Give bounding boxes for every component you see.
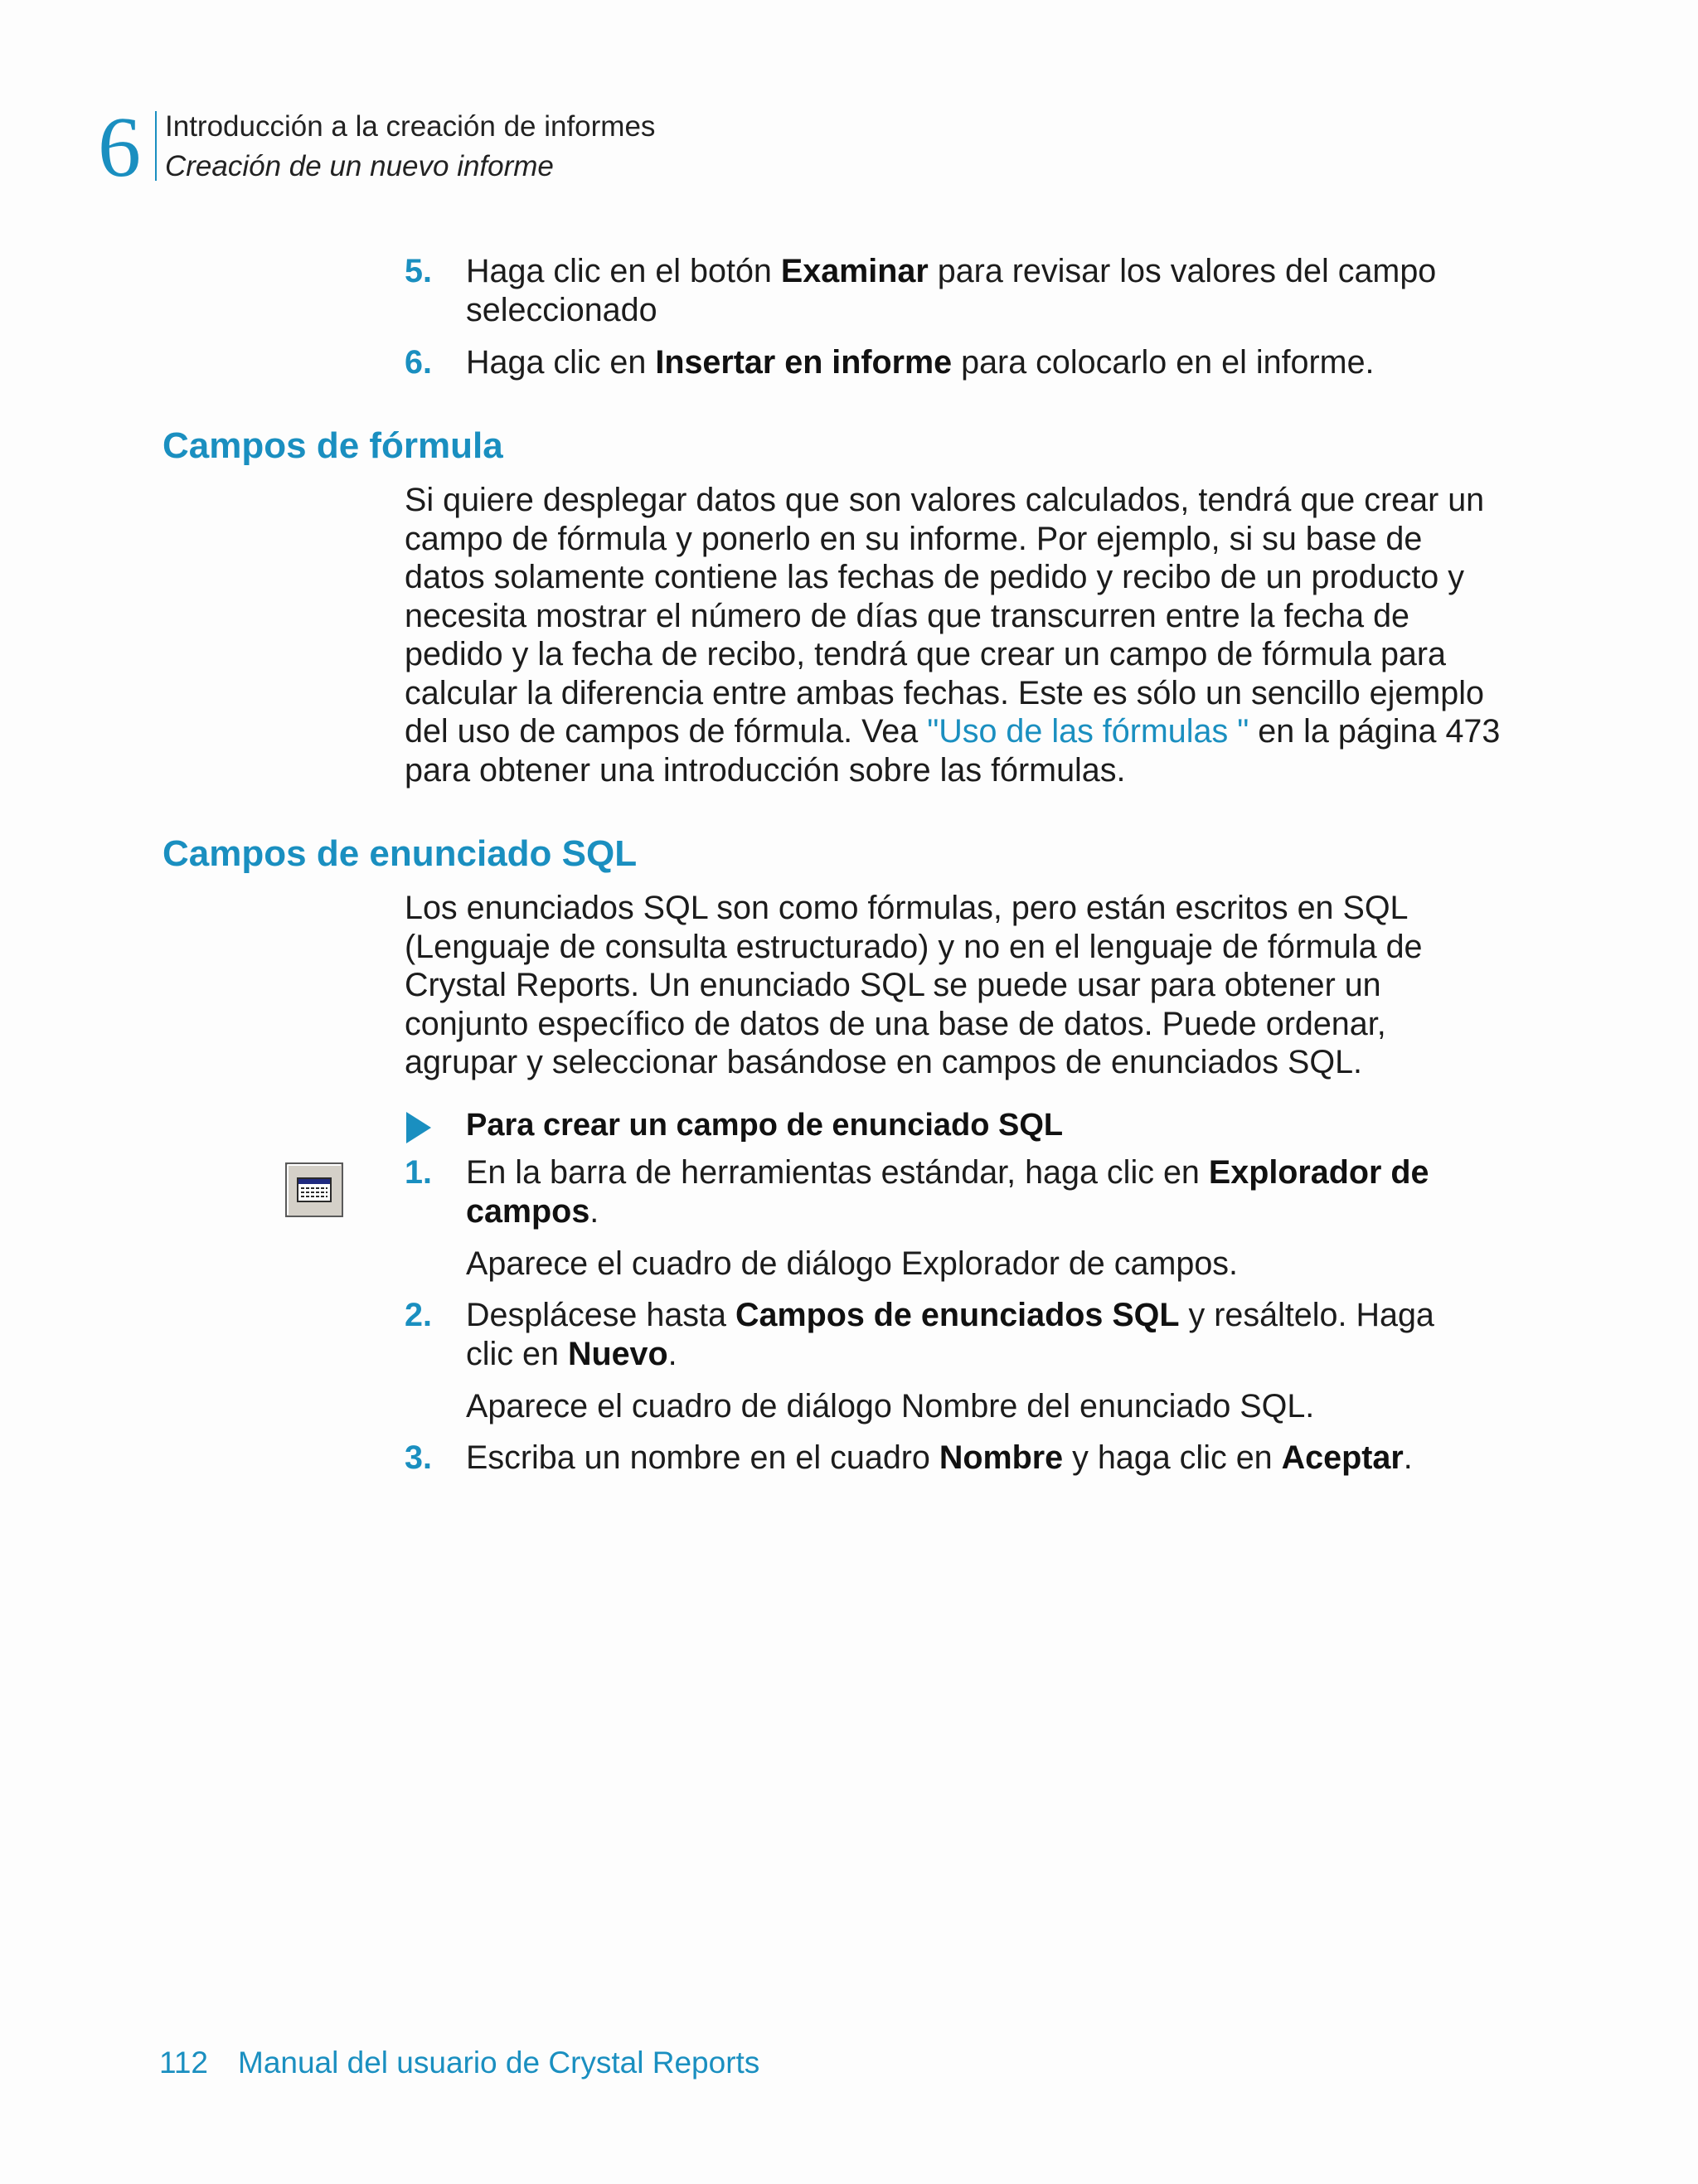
step-text: Desplácese hasta Campos de enunciados SQL y resáltelo. Haga clic en Nuevo. bbox=[466, 1297, 1434, 1372]
section-heading: Campos de enunciado SQL bbox=[163, 833, 638, 874]
step-text: En la barra de herramientas estándar, haga clic en Explorador de campos. bbox=[466, 1154, 1429, 1230]
field-explorer-icon bbox=[285, 1162, 343, 1217]
step-result: Aparece el cuadro de diálogo Nombre del enunciado SQL. bbox=[466, 1388, 1315, 1424]
page-footer bbox=[159, 2045, 759, 2081]
header-divider bbox=[155, 111, 157, 181]
step-number: 3. bbox=[405, 1439, 432, 1476]
step-text: Haga clic en Insertar en informe para colocarlo en el informe. bbox=[466, 344, 1375, 381]
step-number: 1. bbox=[405, 1154, 432, 1191]
step-number: 5. bbox=[405, 253, 432, 289]
step-number: 6. bbox=[405, 344, 432, 381]
step-number: 2. bbox=[405, 1297, 432, 1333]
triangle-right-icon bbox=[406, 1112, 431, 1143]
section-heading: Campos de fórmula bbox=[163, 425, 503, 466]
manual-title: Manual del usuario de Crystal Reports bbox=[238, 2046, 760, 2080]
step-result: Aparece el cuadro de diálogo Explorador de campos. bbox=[466, 1245, 1239, 1282]
chapter-number: 6 bbox=[98, 99, 141, 195]
page-number: 112 bbox=[159, 2046, 208, 2080]
formula-paragraph: Si quiere desplegar datos que son valores calculados, tendrá que crear un campo de fórmula y ponerlo en su informe. Por ejemplo, si su base de datos solamente contiene las fechas de pedido y recibo de un producto y necesita mostrar el número de días que transcurren entre la fecha de pedido y la fecha de recibo, tendrá que crear un campo de fórmula para calcular la diferencia entre ambas fechas. Este es sólo un sencillo ejemplo del uso de campos de fórmula. Vea "Uso de las fórmulas " en la página 473 para obtener una introducción sobre las fórmulas. bbox=[405, 482, 1501, 789]
section-title: Creación de un nuevo informe bbox=[165, 150, 554, 182]
step-text: Escriba un nombre en el cuadro Nombre y haga clic en Aceptar. bbox=[466, 1439, 1413, 1476]
formula-link[interactable]: "Uso de las fórmulas " bbox=[927, 713, 1249, 750]
procedure-title: Para crear un campo de enunciado SQL bbox=[466, 1108, 1064, 1143]
sql-paragraph: Los enunciados SQL son como fórmulas, pero están escritos en SQL (Lenguaje de consulta estructurado) y no en el lenguaje de fórmula de Crystal Reports. Un enunciado SQL se puede usar para obtener un conjunto específico de datos de una base de datos. Puede ordenar, agrupar y seleccionar basándose en campos de enunciados SQL. bbox=[405, 890, 1423, 1080]
step-text: Haga clic en el botón Examinar para revisar los valores del campo seleccionado bbox=[466, 253, 1437, 328]
chapter-title: Introducción a la creación de informes bbox=[165, 110, 656, 143]
